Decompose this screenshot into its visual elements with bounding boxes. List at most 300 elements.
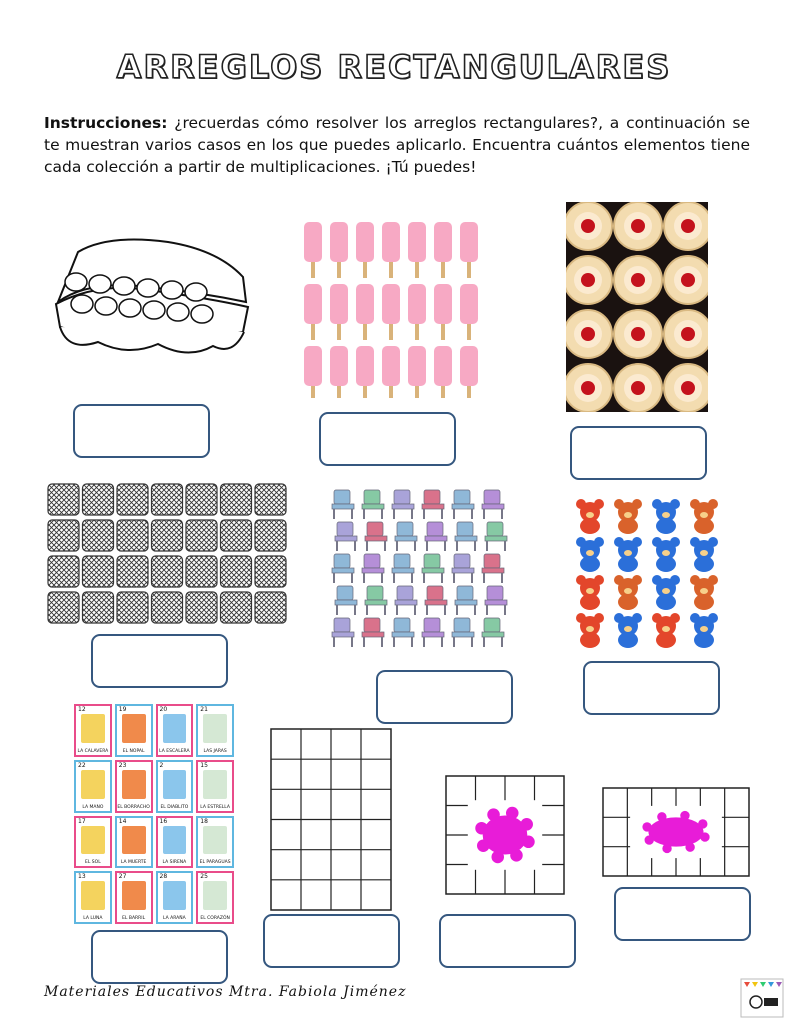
loteria-card-label: EL BARRIL xyxy=(122,916,146,921)
footer-credit: Materiales Educativos Mtra. Fabiola Jiménez xyxy=(44,984,407,1000)
loteria-card-number: 28 xyxy=(159,873,168,881)
chair-seat xyxy=(365,536,387,541)
chair-leg xyxy=(486,541,488,551)
popsicle-stick xyxy=(363,260,367,278)
chair-leg xyxy=(474,541,476,551)
chair-seat xyxy=(452,632,474,637)
chair xyxy=(397,586,413,600)
cookie-jam xyxy=(631,327,645,341)
bear-body xyxy=(618,518,638,534)
chair xyxy=(334,490,350,504)
loteria-card xyxy=(196,871,234,924)
chair-leg xyxy=(333,637,335,647)
cookie-jam xyxy=(631,219,645,233)
cookie-jam xyxy=(581,273,595,287)
page-title: ARREGLOS RECTANGULARES xyxy=(116,48,672,86)
popsicle xyxy=(408,284,426,324)
chair-seat xyxy=(362,504,384,509)
chair-seat xyxy=(422,568,444,573)
bear-body xyxy=(618,556,638,572)
popsicle xyxy=(382,284,400,324)
egg-carton-image xyxy=(48,232,256,367)
chair-seat xyxy=(452,568,474,573)
chair-leg xyxy=(441,573,443,583)
bear-snout xyxy=(624,550,632,556)
loteria-card-label: LA LUNA xyxy=(83,916,103,921)
tile xyxy=(117,592,148,623)
chair xyxy=(487,586,503,600)
loteria-card-label: LA CALAVERA xyxy=(77,748,109,754)
chair xyxy=(334,618,350,632)
chair-seat xyxy=(332,632,354,637)
chair-leg xyxy=(411,509,413,519)
popsicle-stick xyxy=(467,384,471,398)
chair xyxy=(337,586,353,600)
egg xyxy=(65,273,87,291)
chair xyxy=(394,554,410,568)
chair-leg xyxy=(504,605,506,615)
paint-splat xyxy=(483,816,528,855)
loteria-card-picture xyxy=(122,826,146,855)
popsicles-image xyxy=(298,218,486,398)
paint-drop xyxy=(475,822,488,835)
chair-leg xyxy=(486,605,488,615)
tile xyxy=(186,520,217,551)
chair-leg xyxy=(453,509,455,519)
popsicle-stick xyxy=(337,260,341,278)
chair xyxy=(424,554,440,568)
loteria-card-label: LAS JARAS xyxy=(203,748,227,754)
loteria-card-picture xyxy=(81,826,105,855)
chair-seat xyxy=(482,632,504,637)
cookie-jam xyxy=(581,381,595,395)
paint-drop xyxy=(491,851,504,864)
chair-leg xyxy=(444,541,446,551)
popsicle-stick xyxy=(441,260,445,278)
chair xyxy=(454,490,470,504)
chair-seat xyxy=(395,600,417,605)
loteria-card-label: LA SIRENA xyxy=(162,860,187,866)
chair-seat xyxy=(362,632,384,637)
loteria-card xyxy=(156,704,194,757)
chair-leg xyxy=(384,605,386,615)
loteria-card xyxy=(196,816,234,869)
popsicle xyxy=(434,346,452,386)
chair xyxy=(337,522,353,536)
egg xyxy=(137,279,159,297)
chair-leg xyxy=(381,509,383,519)
chair-seat xyxy=(365,600,387,605)
paint-drop xyxy=(698,819,707,828)
loteria-card-number: 14 xyxy=(118,817,127,825)
loteria-card-number: 12 xyxy=(78,706,86,713)
chair xyxy=(427,586,443,600)
popsicle xyxy=(460,346,478,386)
chair-leg xyxy=(471,637,473,647)
chair-seat xyxy=(425,536,447,541)
chair-leg xyxy=(351,637,353,647)
popsicle xyxy=(356,284,374,324)
loteria-card-label: EL SOL xyxy=(85,860,101,866)
bear-snout xyxy=(700,588,708,594)
popsicle-stick xyxy=(467,260,471,278)
tile xyxy=(221,520,252,551)
popsicle xyxy=(382,222,400,262)
loteria-card xyxy=(74,816,112,869)
chair-leg xyxy=(426,605,428,615)
loteria-card xyxy=(196,704,234,757)
loteria-card xyxy=(115,760,153,813)
popsicle xyxy=(304,346,322,386)
egg xyxy=(89,275,111,293)
chair-seat xyxy=(425,600,447,605)
chair-leg xyxy=(426,541,428,551)
chair-seat xyxy=(362,568,384,573)
cookie-jam xyxy=(681,273,695,287)
chair-leg xyxy=(483,509,485,519)
chair-seat xyxy=(395,536,417,541)
checkered-tiles-image xyxy=(44,480,290,628)
answer-box-1[interactable] xyxy=(73,404,210,458)
popsicle xyxy=(460,284,478,324)
chair-seat xyxy=(485,600,507,605)
tile xyxy=(117,484,148,515)
tile xyxy=(48,592,79,623)
egg xyxy=(191,305,213,323)
paint-drop xyxy=(657,812,666,821)
loteria-card xyxy=(156,871,194,924)
chair-leg xyxy=(444,605,446,615)
paint-drop xyxy=(510,849,523,862)
tile xyxy=(83,484,114,515)
chair xyxy=(454,554,470,568)
chair xyxy=(427,522,443,536)
loteria-card-label: LA MUERTE xyxy=(120,860,147,866)
answer-box-9[interactable] xyxy=(439,914,576,968)
chair xyxy=(454,618,470,632)
bear-snout xyxy=(662,550,670,556)
popsicle xyxy=(408,222,426,262)
paint-drop xyxy=(645,835,654,844)
chair xyxy=(397,522,413,536)
loteria-card-number: 19 xyxy=(118,706,127,713)
loteria-card-picture xyxy=(203,826,227,855)
loteria-card xyxy=(115,871,153,924)
egg xyxy=(95,297,117,315)
tile xyxy=(48,520,79,551)
egg xyxy=(143,301,165,319)
loteria-card-number: 27 xyxy=(118,873,127,881)
popsicle-stick xyxy=(363,384,367,398)
loteria-card-picture xyxy=(122,770,146,799)
chair-leg xyxy=(366,605,368,615)
chair-leg xyxy=(393,637,395,647)
chair xyxy=(457,522,473,536)
bear-snout xyxy=(586,588,594,594)
bear-snout xyxy=(624,512,632,518)
answer-box-6[interactable] xyxy=(583,661,720,715)
loteria-card-picture xyxy=(163,881,187,910)
bear-snout xyxy=(700,550,708,556)
chair-leg xyxy=(363,509,365,519)
popsicle-stick xyxy=(311,260,315,278)
chair-leg xyxy=(441,509,443,519)
chair-leg xyxy=(393,509,395,519)
egg xyxy=(161,281,183,299)
answer-box-7[interactable] xyxy=(91,930,228,984)
paint-drop xyxy=(662,844,671,853)
tile xyxy=(186,592,217,623)
popsicle xyxy=(382,346,400,386)
egg xyxy=(71,295,93,313)
loteria-card-label: EL DIABLITO xyxy=(160,804,189,810)
chair-leg xyxy=(453,637,455,647)
chair-leg xyxy=(501,573,503,583)
chair-leg xyxy=(414,605,416,615)
bear-body xyxy=(656,518,676,534)
loteria-card-picture xyxy=(81,714,105,743)
chair xyxy=(484,554,500,568)
chair-seat xyxy=(455,600,477,605)
chairs-image xyxy=(330,488,520,653)
bear-body xyxy=(694,594,714,610)
loteria-card-number: 2 xyxy=(159,761,164,769)
popsicle-stick xyxy=(441,384,445,398)
popsicle-stick xyxy=(467,322,471,340)
paint-drop xyxy=(700,832,709,841)
loteria-card xyxy=(156,760,194,813)
bear-body xyxy=(656,632,676,648)
popsicle-stick xyxy=(415,384,419,398)
bear-snout xyxy=(624,626,632,632)
paint-drop xyxy=(487,808,500,821)
bear-body xyxy=(580,518,600,534)
tile xyxy=(255,556,286,587)
paint-splat-grid-1-image xyxy=(445,775,565,895)
chair-leg xyxy=(351,509,353,519)
loteria-card xyxy=(115,704,153,757)
bear-snout xyxy=(586,626,594,632)
chair-seat xyxy=(392,632,414,637)
tile xyxy=(117,556,148,587)
bear-body xyxy=(656,594,676,610)
chair xyxy=(364,618,380,632)
loteria-card-number: 20 xyxy=(159,706,168,713)
bear-snout xyxy=(662,588,670,594)
chair xyxy=(367,522,383,536)
bear-body xyxy=(618,594,638,610)
paint-splat xyxy=(648,817,703,846)
loteria-card-picture xyxy=(122,714,146,743)
bear-body xyxy=(694,518,714,534)
chair-leg xyxy=(336,605,338,615)
loteria-card-number: 23 xyxy=(118,761,127,769)
popsicle-stick xyxy=(389,260,393,278)
popsicle xyxy=(356,346,374,386)
answer-box-5[interactable] xyxy=(376,670,513,724)
chair-leg xyxy=(393,573,395,583)
tile xyxy=(221,484,252,515)
loteria-card-label: LA ESTRELLA xyxy=(200,804,230,810)
loteria-cards-image xyxy=(74,704,234,924)
loteria-card-number: 15 xyxy=(200,761,208,769)
answer-box-2[interactable] xyxy=(319,412,456,466)
loteria-card-picture xyxy=(122,881,146,910)
chair-leg xyxy=(423,509,425,519)
popsicle-stick xyxy=(311,322,315,340)
popsicle xyxy=(304,284,322,324)
answer-box-3[interactable] xyxy=(570,426,707,480)
egg xyxy=(119,299,141,317)
tile xyxy=(186,484,217,515)
loteria-card-label: EL NOPAL xyxy=(122,748,145,754)
chair-leg xyxy=(351,573,353,583)
popsicle xyxy=(330,346,348,386)
bear-body xyxy=(580,632,600,648)
chair-leg xyxy=(423,573,425,583)
tile xyxy=(48,556,79,587)
loteria-card-number: 21 xyxy=(200,706,208,713)
chair-leg xyxy=(501,637,503,647)
loteria-card-label: LA MANO xyxy=(82,804,104,810)
chair xyxy=(367,586,383,600)
paint-drop xyxy=(642,822,651,831)
loteria-card-picture xyxy=(203,714,227,743)
paint-drop xyxy=(685,843,694,852)
paint-drop xyxy=(520,818,533,831)
paint-drop xyxy=(522,836,535,849)
bear-body xyxy=(580,556,600,572)
tile xyxy=(152,556,183,587)
author-logo-icon xyxy=(740,978,784,1018)
chair-seat xyxy=(332,504,354,509)
loteria-card-number: 16 xyxy=(159,817,168,825)
tile xyxy=(152,592,183,623)
tile xyxy=(83,520,114,551)
bear-snout xyxy=(700,512,708,518)
cookie-jam xyxy=(581,219,595,233)
paint-splat-grid-2-image xyxy=(602,787,750,877)
loteria-card-number: 25 xyxy=(200,873,208,881)
loteria-card-number: 17 xyxy=(78,817,86,825)
popsicle xyxy=(434,222,452,262)
tile xyxy=(221,592,252,623)
popsicle-stick xyxy=(311,384,315,398)
chair-leg xyxy=(396,541,398,551)
tile xyxy=(152,484,183,515)
chair-seat xyxy=(482,568,504,573)
chair xyxy=(484,618,500,632)
loteria-card-picture xyxy=(81,770,105,799)
loteria-card-picture xyxy=(163,770,187,799)
loteria-card-label: LA ARAÑA xyxy=(163,916,186,921)
chair-leg xyxy=(414,541,416,551)
bear-body xyxy=(694,556,714,572)
tile xyxy=(117,520,148,551)
bear-snout xyxy=(624,588,632,594)
chair-leg xyxy=(483,637,485,647)
popsicle xyxy=(330,222,348,262)
answer-box-4[interactable] xyxy=(91,634,228,688)
chair-leg xyxy=(453,573,455,583)
tile xyxy=(255,484,286,515)
popsicle-stick xyxy=(337,322,341,340)
chair-leg xyxy=(366,541,368,551)
chair xyxy=(424,618,440,632)
instructions xyxy=(44,112,750,178)
chair-leg xyxy=(363,573,365,583)
loteria-card-label: LA ESCALERA xyxy=(159,748,190,754)
bear-body xyxy=(618,632,638,648)
popsicle xyxy=(356,222,374,262)
paint-drop xyxy=(477,839,490,852)
chair-seat xyxy=(452,504,474,509)
chair-leg xyxy=(333,509,335,519)
chair-leg xyxy=(381,573,383,583)
chair xyxy=(394,490,410,504)
tile xyxy=(186,556,217,587)
chair-seat xyxy=(392,568,414,573)
tile xyxy=(83,592,114,623)
chair-leg xyxy=(471,573,473,583)
chair xyxy=(457,586,473,600)
chair xyxy=(364,490,380,504)
popsicle xyxy=(460,222,478,262)
teddy-bears-image xyxy=(570,494,730,649)
tile xyxy=(48,484,79,515)
loteria-card xyxy=(196,760,234,813)
loteria-card-number: 18 xyxy=(200,817,208,825)
loteria-card xyxy=(115,816,153,869)
bear-body xyxy=(656,556,676,572)
chair-leg xyxy=(456,605,458,615)
egg xyxy=(113,277,135,295)
chair-leg xyxy=(504,541,506,551)
chair-leg xyxy=(483,573,485,583)
paint-drop xyxy=(506,807,519,820)
cookie-jam xyxy=(631,381,645,395)
chair xyxy=(487,522,503,536)
chair-leg xyxy=(423,637,425,647)
chair xyxy=(364,554,380,568)
loteria-card-number: 13 xyxy=(78,873,86,881)
tile xyxy=(255,592,286,623)
loteria-card xyxy=(74,760,112,813)
jam-cookies-image xyxy=(566,202,708,412)
popsicle xyxy=(304,222,322,262)
chair-leg xyxy=(363,637,365,647)
bear-body xyxy=(580,594,600,610)
tile xyxy=(83,556,114,587)
chair-seat xyxy=(332,568,354,573)
chair-seat xyxy=(482,504,504,509)
tile xyxy=(152,520,183,551)
bear-snout xyxy=(700,626,708,632)
popsicle-stick xyxy=(389,322,393,340)
bear-snout xyxy=(662,512,670,518)
loteria-card xyxy=(74,871,112,924)
cookie-jam xyxy=(631,273,645,287)
answer-box-10[interactable] xyxy=(614,887,751,941)
bear-snout xyxy=(586,512,594,518)
chair-seat xyxy=(485,536,507,541)
popsicle xyxy=(434,284,452,324)
chair-leg xyxy=(381,637,383,647)
tile xyxy=(221,556,252,587)
answer-box-8[interactable] xyxy=(263,914,400,968)
chair-leg xyxy=(354,605,356,615)
tile xyxy=(255,520,286,551)
